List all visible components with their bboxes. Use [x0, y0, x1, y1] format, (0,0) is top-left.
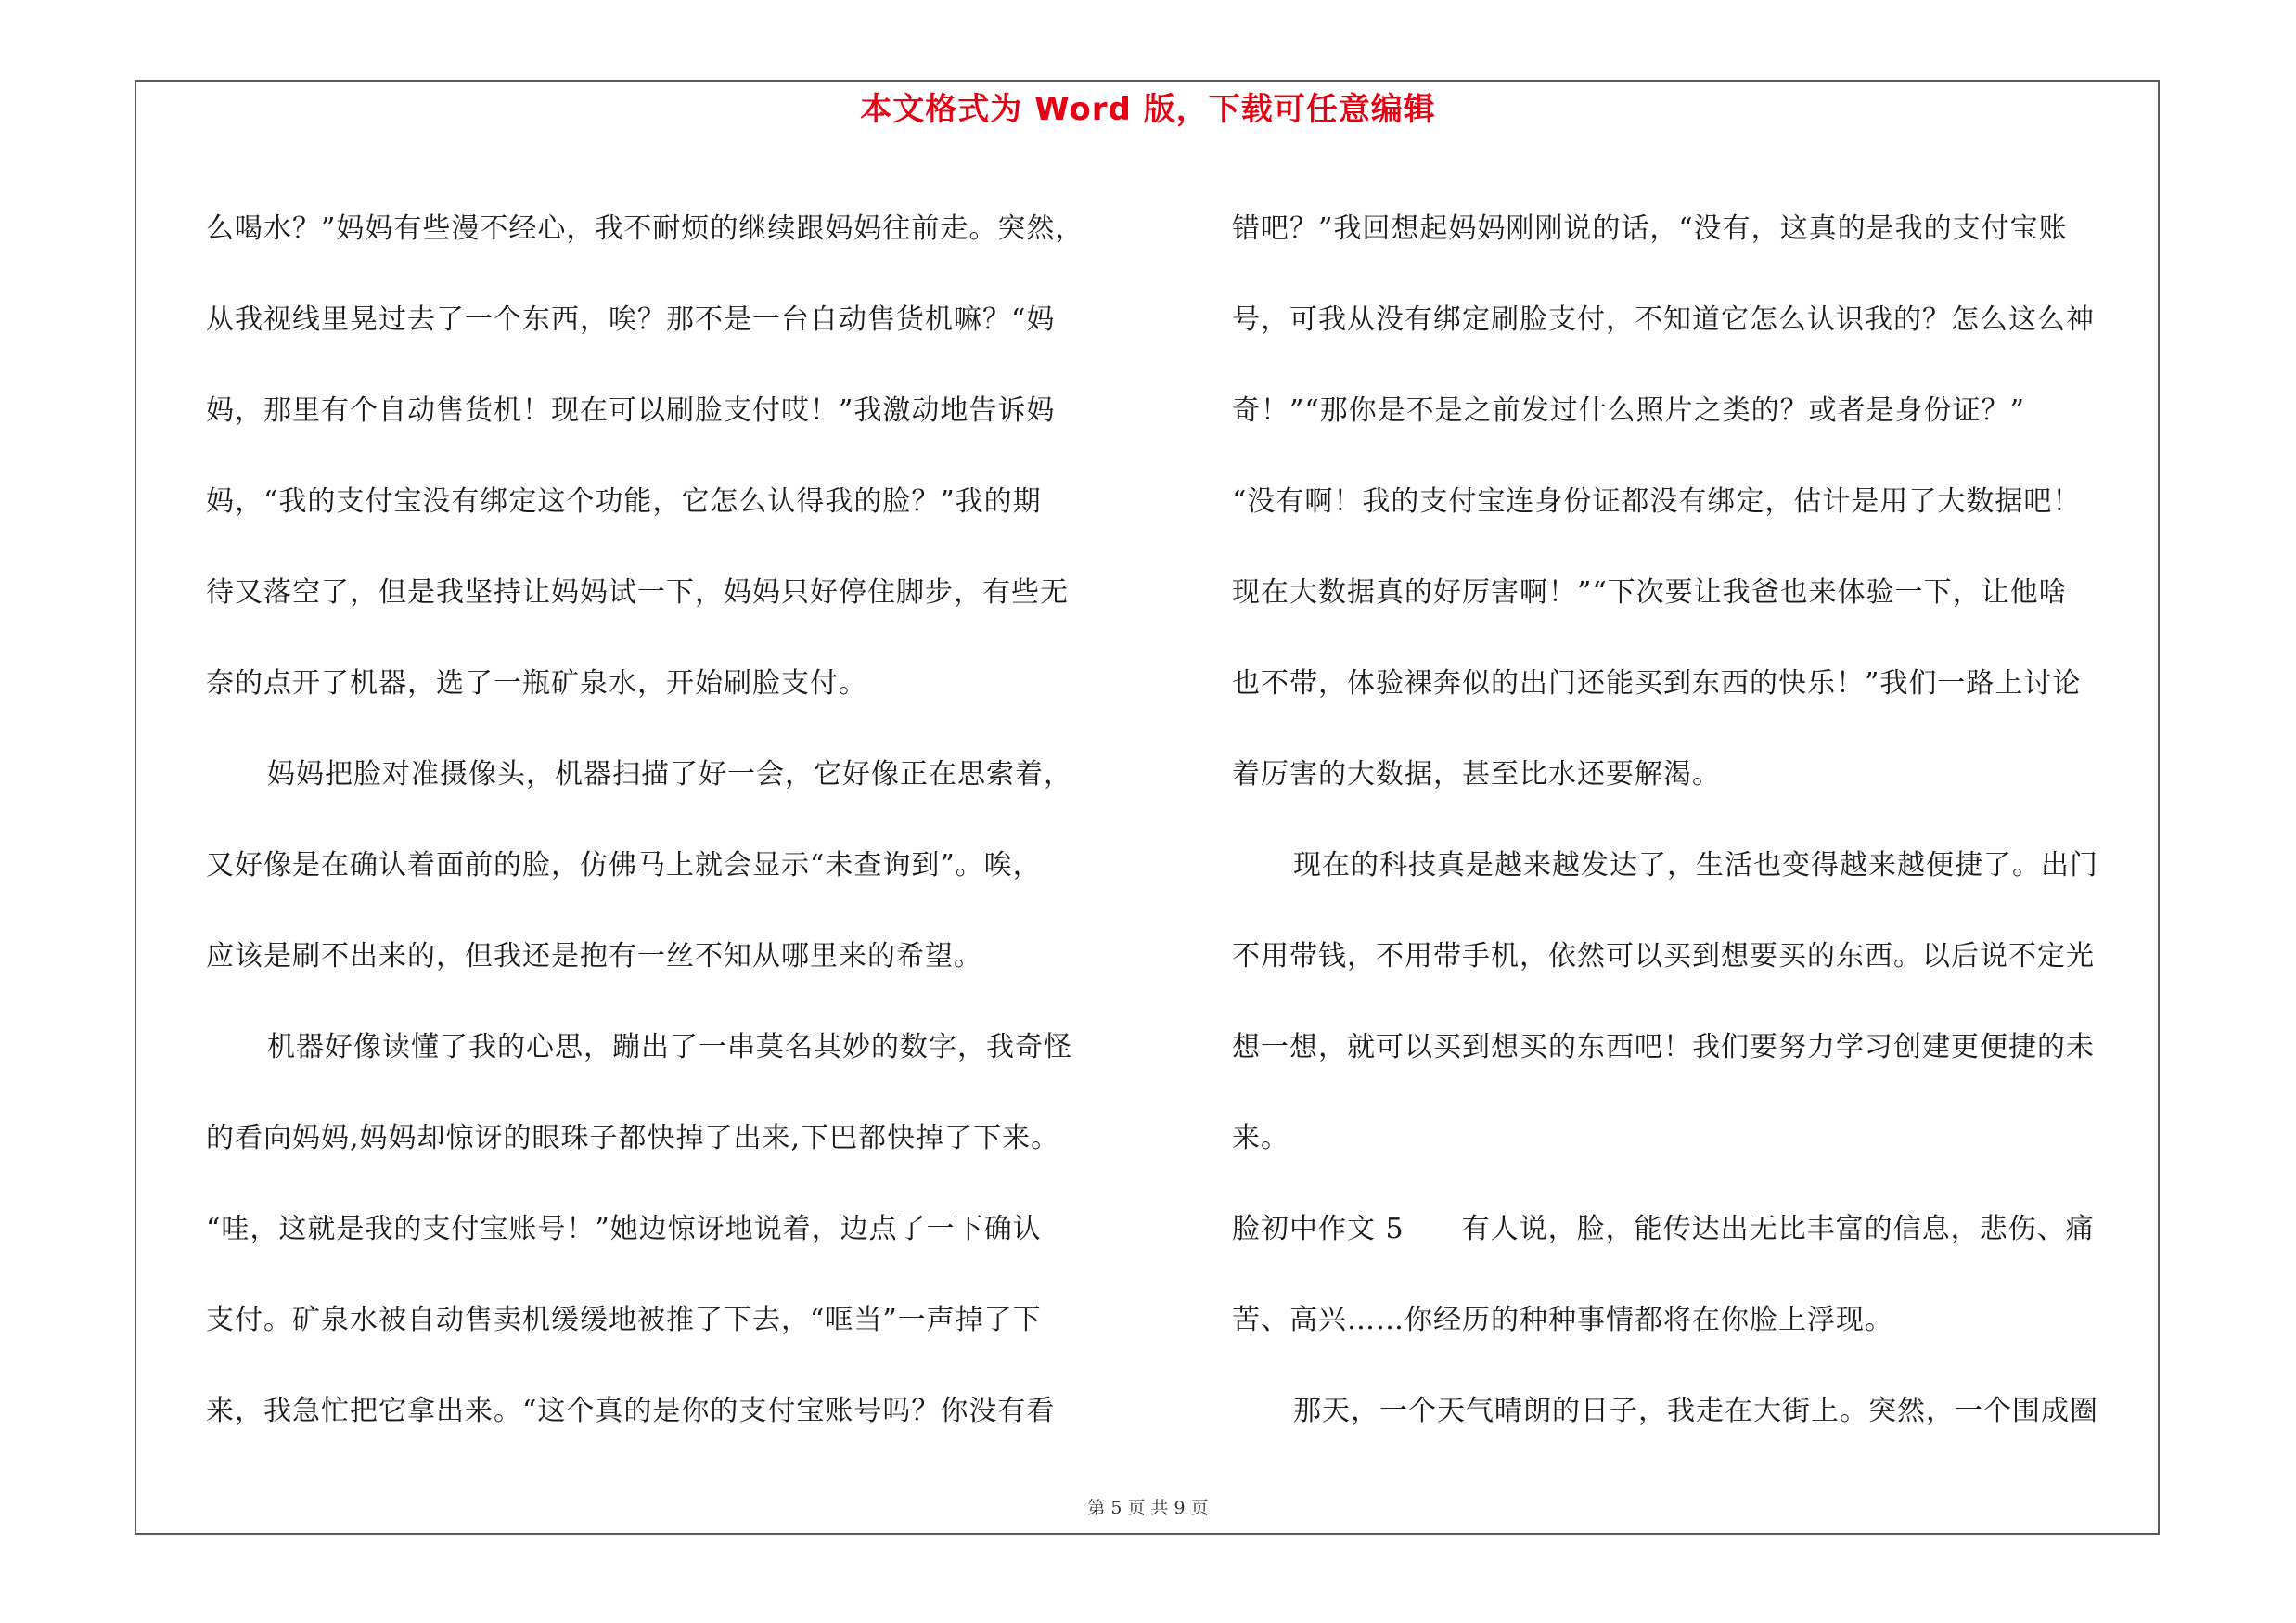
text-line: 现在的科技真是越来越发达了，生活也变得越来越便捷了。出门	[1293, 849, 2098, 882]
text-line: 也不带，体验裸奔似的出门还能买到东西的快乐！”我们一路上讨论	[1232, 667, 2082, 700]
text-line: 机器好像读懂了我的心思，蹦出了一串莫名其妙的数字，我奇怪	[267, 1031, 1072, 1063]
text-line: “哇，这就是我的支付宝账号！”她边惊讶地说着，边点了一下确认	[206, 1213, 1042, 1245]
text-line: 么喝水？”妈妈有些漫不经心，我不耐烦的继续跟妈妈往前走。突然，	[206, 213, 1084, 245]
text-line: “没有啊！我的支付宝连身份证都没有绑定，估计是用了大数据吧！	[1232, 485, 2082, 518]
text-line: 妈妈把脸对准摄像头，机器扫描了好一会，它好像正在思索着，	[267, 758, 1072, 791]
text-line: 来。	[1232, 1122, 1289, 1154]
text-line: 妈，“我的支付宝没有绑定这个功能，它怎么认得我的脸？”我的期	[206, 485, 1042, 518]
text-line: 苦、高兴……你经历的种种事情都将在你脸上浮现。	[1232, 1304, 1893, 1336]
text-line: 着厉害的大数据，甚至比水还要解渴。	[1232, 758, 1721, 791]
page-number: 第 5 页 共 9 页	[1087, 1498, 1209, 1518]
text-line: 待又落空了，但是我坚持让妈妈试一下，妈妈只好停住脚步，有些无	[206, 576, 1069, 609]
text-line: 奈的点开了机器，选了一瓶矿泉水，开始刷脸支付。	[206, 667, 867, 700]
text-line: 那天，一个天气晴朗的日子，我走在大街上。突然，一个围成圈	[1293, 1395, 2098, 1427]
text-line: 奇！”“那你是不是之前发过什么照片之类的？或者是身份证？”	[1232, 394, 2026, 427]
text-line: 现在大数据真的好厉害啊！”“下次要让我爸也来体验一下，让他啥	[1232, 576, 2068, 609]
text-line: 号，可我从没有绑定刷脸支付，不知道它怎么认识我的？怎么这么神	[1232, 303, 2095, 336]
text-line: 应该是刷不出来的，但我还是抱有一丝不知从哪里来的希望。	[206, 940, 982, 973]
text-line: 脸初中作文 5 有人说，脸，能传达出无比丰富的信息，悲伤、痛	[1232, 1213, 2095, 1245]
text-line: 又好像是在确认着面前的脸，仿佛马上就会显示“未查询到”。唉，	[206, 849, 1042, 882]
format-banner: 本文格式为 Word 版，下载可任意编辑	[860, 91, 1436, 128]
text-line: 错吧？”我回想起妈妈刚刚说的话，“没有，这真的是我的支付宝账	[1232, 213, 2068, 245]
text-line: 想一想，就可以买到想买的东西吧！我们要努力学习创建更便捷的未	[1232, 1031, 2095, 1063]
text-line: 来，我急忙把它拿出来。“这个真的是你的支付宝账号吗？你没有看	[206, 1395, 1056, 1427]
left-text-column	[206, 184, 1124, 1457]
right-text-column	[1232, 184, 2169, 1457]
text-line: 不用带钱，不用带手机，依然可以买到想要买的东西。以后说不定光	[1232, 940, 2095, 973]
text-line: 的看向妈妈,妈妈却惊讶的眼珠子都快掉了出来,下巴都快掉了下来。	[206, 1122, 1060, 1154]
text-line: 从我视线里晃过去了一个东西，唉？那不是一台自动售货机嘛？“妈	[206, 303, 1056, 336]
text-line: 支付。矿泉水被自动售卖机缓缓地被推了下去，“哐当”一声掉了下	[206, 1304, 1042, 1336]
text-line: 妈，那里有个自动售货机！现在可以刷脸支付哎！”我激动地告诉妈	[206, 394, 1056, 427]
